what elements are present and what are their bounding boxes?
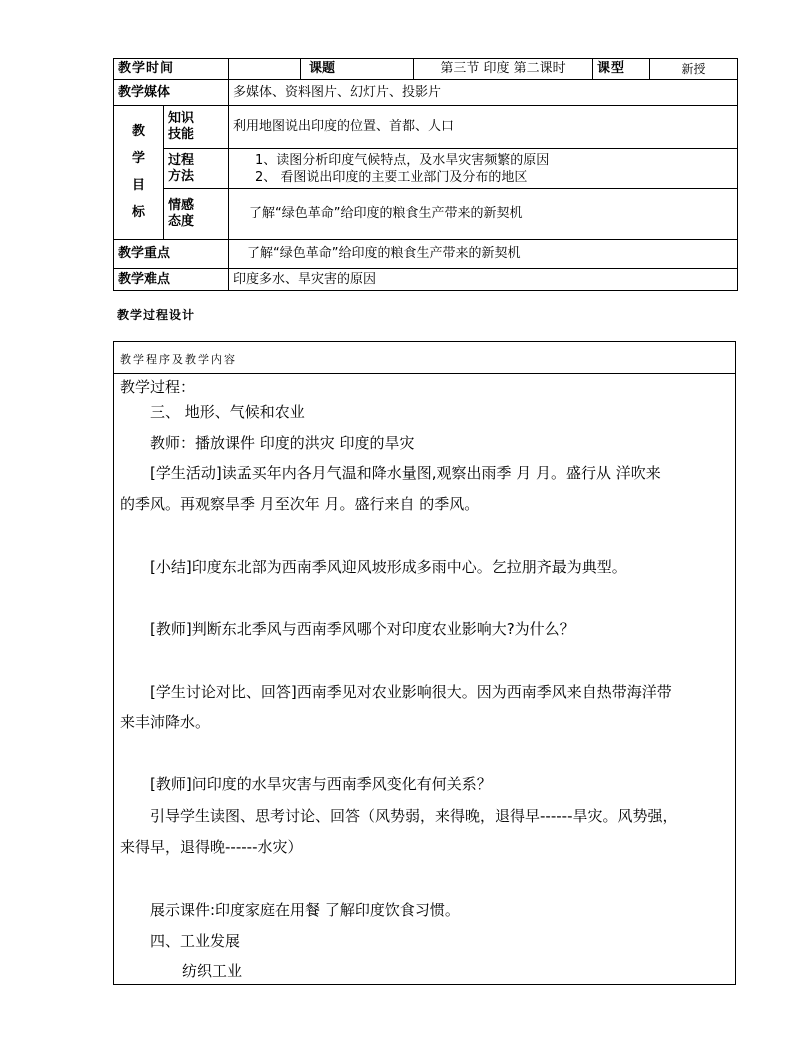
goals-label-char: 学 [131, 151, 145, 166]
media-label: 教学媒体 [114, 80, 229, 106]
process-line: [教师]判断东北季风与西南季风哪个对印度农业影响大?为什么？ [150, 620, 575, 638]
type-label: 课型 [593, 59, 650, 80]
process-line: 三、 地形、气候和农业 [150, 403, 305, 421]
process-line: 教学过程： [120, 378, 196, 396]
topic-value: 第三节 印度 第二课时 [414, 59, 593, 80]
media-row [114, 80, 738, 106]
header-row [114, 59, 738, 80]
difficulty-row [114, 269, 738, 291]
goal-sub-text: 知识 [168, 111, 195, 126]
time-label: 教学时间 [114, 59, 229, 80]
key-point-row [114, 240, 738, 269]
type-value: 新授 [650, 59, 738, 80]
difficulty-label: 教学难点 [114, 269, 229, 291]
media-value: 多媒体、资料图片、幻灯片、投影片 [229, 80, 738, 106]
goal-row-emotion [114, 189, 738, 240]
goal-content [229, 189, 738, 240]
process-line: [小结]印度东北部为西南季风迎风坡形成多雨中心。乞拉朋齐最为典型。 [150, 558, 627, 576]
goal-content-line: 利用地图说出印度的位置、首都、人口 [233, 119, 455, 134]
topic-label: 课题 [301, 59, 414, 80]
goal-content-line: 2、 看图说出印度的主要工业部门及分布的地区 [255, 169, 528, 185]
key-point-label: 教学重点 [114, 240, 229, 269]
goal-content-line: 了解“绿色革命”给印度的粮食生产带来的新契机 [249, 206, 523, 221]
goal-content [229, 149, 738, 189]
process-box-header: 教学程序及教学内容 [114, 342, 735, 374]
process-line: 四、工业发展 [150, 932, 241, 950]
goal-sub-label [164, 189, 229, 240]
process-line: 来丰沛降水。 [120, 713, 211, 731]
process-line: 的季风。再观察旱季 月至次年 月。盛行来自 的季风。 [120, 495, 480, 513]
goal-sub-text: 技能 [168, 127, 195, 142]
process-line: 引导学生读图、思考讨论、回答（风势弱，来得晚，退得早------旱灾。风势强， [150, 807, 678, 825]
process-heading: 教学过程设计 [117, 308, 196, 322]
time-value [229, 59, 301, 80]
process-line: [学生活动]读孟买年内各月气温和降水量图,观察出雨季 月 月。盛行从 洋吹来 [150, 464, 661, 482]
key-point-value: 了解“绿色革命”给印度的粮食生产带来的新契机 [229, 240, 738, 269]
goal-sub-label [164, 149, 229, 189]
goal-sub-text: 情感 [168, 198, 195, 213]
goal-content-line: 1、读图分析印度气候特点，及水旱灾害频繁的原因 [255, 152, 550, 168]
difficulty-value: 印度多水、旱灾害的原因 [229, 269, 738, 291]
process-line: 纺织工业 [182, 962, 243, 980]
goal-row-process [114, 149, 738, 189]
process-line: 来得早，退得晚------水灾） [120, 838, 303, 856]
goal-sub-text: 方法 [168, 168, 195, 184]
process-content-box [113, 341, 736, 985]
process-line: 教师：播放课件 印度的洪灾 印度的旱灾 [150, 434, 415, 452]
process-line: 展示课件:印度家庭在用餐 了解印度饮食习惯。 [150, 901, 460, 919]
goal-content [229, 106, 738, 149]
goal-sub-text: 态度 [168, 214, 195, 229]
process-line: [教师]问印度的水旱灾害与西南季风变化有何关系？ [150, 775, 492, 793]
goals-label [114, 106, 164, 240]
process-line: [学生讨论对比、回答]西南季见对农业影响很大。因为西南季风来自热带海洋带 [150, 683, 672, 701]
lesson-info-table [113, 58, 738, 291]
goal-row-knowledge [114, 106, 738, 149]
goals-label-char: 目 [131, 178, 145, 193]
goals-label-char: 教 [131, 124, 145, 139]
goal-sub-text: 过程 [168, 152, 195, 168]
goal-sub-label [164, 106, 229, 149]
goals-label-char: 标 [131, 205, 145, 220]
